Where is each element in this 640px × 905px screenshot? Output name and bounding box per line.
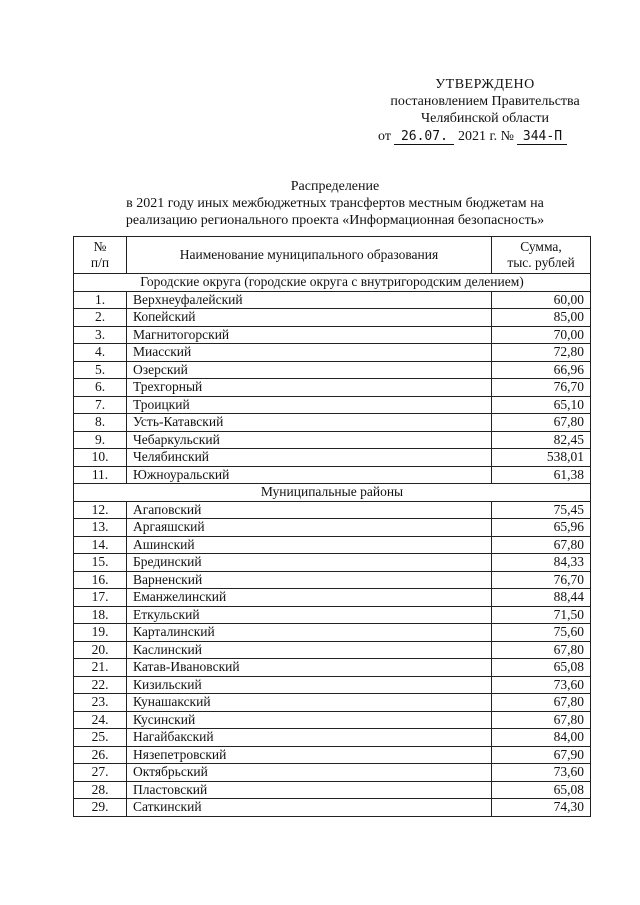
row-sum: 70,00: [492, 326, 591, 344]
section-municipal-districts: Муниципальные районы: [74, 484, 591, 502]
row-number: 29.: [74, 799, 127, 817]
row-name: Кизильский: [127, 676, 492, 694]
table-row: [74, 711, 591, 729]
row-number: 7.: [74, 396, 127, 414]
table-row: [74, 641, 591, 659]
row-name: Октябрьский: [127, 764, 492, 782]
approval-dateline: [360, 128, 610, 145]
row-sum: 67,80: [492, 414, 591, 432]
row-sum: 67,80: [492, 711, 591, 729]
table-row: [74, 571, 591, 589]
table-row: [74, 466, 591, 484]
row-number: 23.: [74, 694, 127, 712]
row-number: 22.: [74, 676, 127, 694]
row-number: 26.: [74, 746, 127, 764]
row-sum: 72,80: [492, 344, 591, 362]
row-number: 20.: [74, 641, 127, 659]
row-sum: 67,80: [492, 536, 591, 554]
row-name: Пластовский: [127, 781, 492, 799]
row-name: Челябинский: [127, 449, 492, 467]
section-urban-districts: Городские округа (городские округа с внутригородским делением): [74, 274, 591, 292]
row-sum: 88,44: [492, 589, 591, 607]
row-number: 21.: [74, 659, 127, 677]
row-number: 6.: [74, 379, 127, 397]
table-row: [74, 676, 591, 694]
row-sum: 82,45: [492, 431, 591, 449]
row-number: 5.: [74, 361, 127, 379]
row-number: 10.: [74, 449, 127, 467]
table-row: [74, 396, 591, 414]
row-number: 11.: [74, 466, 127, 484]
row-name: Варненский: [127, 571, 492, 589]
row-name: Троицкий: [127, 396, 492, 414]
header-number-line-2: п/п: [90, 255, 110, 270]
header-sum-line-1: Сумма,: [520, 239, 562, 254]
table-row: [74, 746, 591, 764]
table-row: [74, 309, 591, 327]
distribution-table: [73, 236, 591, 817]
header-sum: [492, 237, 591, 274]
table-row: [74, 344, 591, 362]
table-row: [74, 799, 591, 817]
row-sum: 61,38: [492, 466, 591, 484]
table-header-row: [74, 237, 591, 274]
row-name: Нагайбакский: [127, 729, 492, 747]
row-name: Чебаркульский: [127, 431, 492, 449]
table-row: [74, 606, 591, 624]
row-number: 19.: [74, 624, 127, 642]
table-row: [74, 694, 591, 712]
row-sum: 73,60: [492, 676, 591, 694]
row-name: Копейский: [127, 309, 492, 327]
approval-line-2: Челябинской области: [421, 111, 549, 126]
row-name: Магнитогорский: [127, 326, 492, 344]
section-row-urban: [74, 274, 591, 292]
header-number: [74, 237, 127, 274]
row-sum: 76,70: [492, 571, 591, 589]
table-row: [74, 519, 591, 537]
row-name: Катав-Ивановский: [127, 659, 492, 677]
table-row: [74, 536, 591, 554]
header-name: Наименование муниципального образования: [127, 237, 492, 274]
row-sum: 85,00: [492, 309, 591, 327]
row-number: 27.: [74, 764, 127, 782]
row-name: Нязепетровский: [127, 746, 492, 764]
row-number: 18.: [74, 606, 127, 624]
row-name: Кунашакский: [127, 694, 492, 712]
row-name: Миасский: [127, 344, 492, 362]
row-sum: 538,01: [492, 449, 591, 467]
row-number: 15.: [74, 554, 127, 572]
title-line-2: в 2021 году иных межбюджетных трансфертов местным бюджетам на: [126, 196, 544, 211]
table-row: [74, 379, 591, 397]
row-number: 1.: [74, 291, 127, 309]
approval-title: УТВЕРЖДЕНО: [435, 77, 535, 92]
row-number: 28.: [74, 781, 127, 799]
row-number: 4.: [74, 344, 127, 362]
row-number: 24.: [74, 711, 127, 729]
row-name: Еманжелинский: [127, 589, 492, 607]
row-name: Саткинский: [127, 799, 492, 817]
table-row: [74, 554, 591, 572]
row-number: 13.: [74, 519, 127, 537]
table-row: [74, 501, 591, 519]
row-name: Ашинский: [127, 536, 492, 554]
approval-number: 344-П: [517, 129, 567, 145]
title-line-1: Распределение: [290, 179, 380, 194]
row-sum: 75,45: [492, 501, 591, 519]
table-row: [74, 659, 591, 677]
approval-date: 26.07.: [394, 129, 454, 145]
row-sum: 75,60: [492, 624, 591, 642]
row-sum: 84,33: [492, 554, 591, 572]
row-sum: 67,80: [492, 694, 591, 712]
table-row: [74, 449, 591, 467]
row-name: Еткульский: [127, 606, 492, 624]
approval-block: [360, 76, 610, 145]
table-row: [74, 414, 591, 432]
row-number: 17.: [74, 589, 127, 607]
row-number: 16.: [74, 571, 127, 589]
row-number: 3.: [74, 326, 127, 344]
table-row: [74, 729, 591, 747]
row-sum: 76,70: [492, 379, 591, 397]
title-line-3: реализацию регионального проекта «Информационная безопасность»: [125, 213, 545, 228]
table-row: [74, 291, 591, 309]
table-row: [74, 431, 591, 449]
row-sum: 84,00: [492, 729, 591, 747]
row-name: Аргаяшский: [127, 519, 492, 537]
document-title: [80, 178, 590, 229]
row-sum: 67,90: [492, 746, 591, 764]
row-name: Агаповский: [127, 501, 492, 519]
header-sum-line-2: тыс. рублей: [507, 255, 575, 270]
table-row: [74, 589, 591, 607]
row-number: 14.: [74, 536, 127, 554]
row-sum: 71,50: [492, 606, 591, 624]
row-number: 8.: [74, 414, 127, 432]
row-name: Трехгорный: [127, 379, 492, 397]
row-name: Озерский: [127, 361, 492, 379]
row-name: Каслинский: [127, 641, 492, 659]
table-row: [74, 361, 591, 379]
row-sum: 66,96: [492, 361, 591, 379]
row-name: Кусинский: [127, 711, 492, 729]
row-sum: 74,30: [492, 799, 591, 817]
row-sum: 65,96: [492, 519, 591, 537]
row-number: 2.: [74, 309, 127, 327]
row-name: Карталинский: [127, 624, 492, 642]
row-name: Усть-Катавский: [127, 414, 492, 432]
table-row: [74, 781, 591, 799]
row-name: Верхнеуфалейский: [127, 291, 492, 309]
table-row: [74, 624, 591, 642]
row-number: 25.: [74, 729, 127, 747]
row-sum: 65,08: [492, 781, 591, 799]
header-number-line-1: №: [93, 239, 107, 254]
approval-year: 2021 г. №: [457, 129, 514, 144]
row-sum: 65,10: [492, 396, 591, 414]
section-row-municipal: [74, 484, 591, 502]
row-number: 9.: [74, 431, 127, 449]
row-sum: 65,08: [492, 659, 591, 677]
table-row: [74, 764, 591, 782]
row-sum: 60,00: [492, 291, 591, 309]
date-prefix: от: [378, 129, 391, 144]
row-name: Брединский: [127, 554, 492, 572]
row-sum: 73,60: [492, 764, 591, 782]
row-sum: 67,80: [492, 641, 591, 659]
row-number: 12.: [74, 501, 127, 519]
table-row: [74, 326, 591, 344]
row-name: Южноуральский: [127, 466, 492, 484]
approval-line-1: постановлением Правительства: [390, 94, 580, 109]
